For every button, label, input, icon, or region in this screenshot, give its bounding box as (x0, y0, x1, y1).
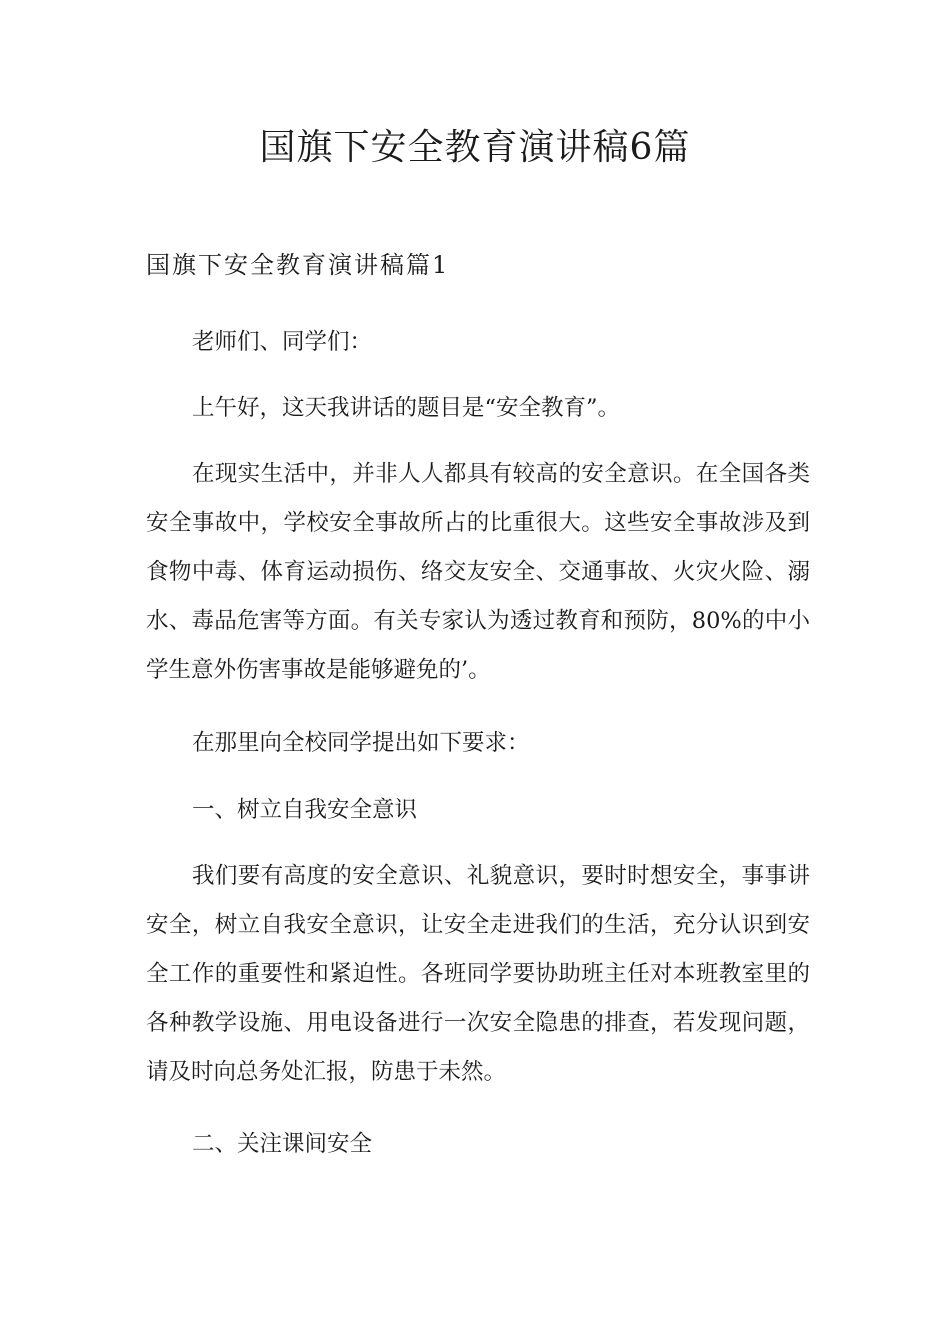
greeting-paragraph: 老师们、同学们： (192, 329, 373, 355)
intro-paragraph: 上午好，这天我讲话的题目是“安全教育”。 (192, 395, 621, 421)
document-title: 国旗下安全教育演讲稿6篇 (259, 127, 691, 168)
request-paragraph: 在那里向全校同学提出如下要求： (192, 730, 530, 756)
section-heading: 国旗下安全教育演讲稿篇1 (146, 251, 450, 279)
list-item-heading-2: 二、关注课间安全 (192, 1131, 373, 1157)
list-item-heading-1: 一、树立自我安全意识 (192, 797, 418, 823)
body-paragraph-1: 在现实生活中，并非人人都具有较高的安全意识。在全国各类安全事故中，学校安全事故所占的比重很大。这些安全事故涉及到食物中毒、体育运动损伤、络交友安全、交通事故、火灾火险、溺水、毒品危害等方面。有关专家认为透过教育和预防，80%的中小学生意外伤害事故是能够避免的’。 (146, 461, 810, 683)
body-paragraph-2: 我们要有高度的安全意识、礼貌意识，要时时想安全，事事讲安全，树立自我安全意识，让安全走进我们的生活，充分认识到安全工作的重要性和紧迫性。各班同学要协助班主任对本班教室里的各种教学设施、用电设备进行一次安全隐患的排查，若发现问题，请及时向总务处汇报，防患于未然。 (146, 863, 810, 1085)
